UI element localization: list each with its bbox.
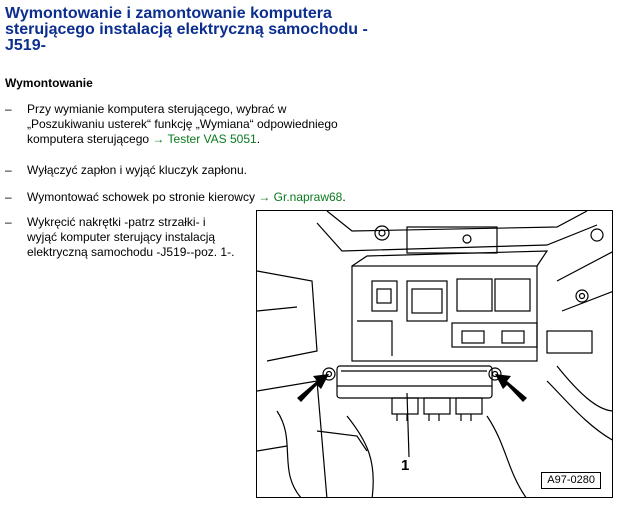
step-text: komputera sterującego — [27, 132, 153, 146]
step-item — [5, 163, 385, 179]
step-dash: – — [5, 163, 12, 177]
step-dash: – — [5, 102, 12, 116]
figure-code-label: A97-0280 — [541, 472, 601, 489]
step-dash: – — [5, 190, 12, 204]
step-text-line: Przy wymianie komputera sterującego, wybrać w — [27, 102, 287, 116]
section-heading: Wymontowanie — [5, 76, 93, 90]
page-title — [5, 6, 385, 54]
step-text-line: Wykręcić nakrętki -patrz strzałki- i — [27, 215, 206, 229]
step-item — [5, 190, 385, 206]
step-item — [5, 102, 385, 148]
title-line-3: J519- — [5, 37, 46, 54]
step-text: . — [342, 190, 346, 204]
callout-number: 1 — [401, 457, 410, 474]
tester-vas-link[interactable]: → Tester VAS 5051 — [152, 132, 257, 146]
title-line-2: sterującego instalacją elektryczną samochodu - — [5, 21, 368, 38]
step-text: Wyłączyć zapłon i wyjąć kluczyk zapłonu. — [27, 163, 247, 177]
illustration-drawing — [257, 211, 613, 498]
step-text-line: wyjąć komputer sterujący instalacją — [27, 230, 216, 244]
step-text: . — [256, 132, 261, 146]
step-text: Wymontować schowek po stronie kierowcy — [27, 190, 259, 204]
step-text-line — [27, 132, 338, 147]
step-item — [5, 215, 255, 261]
gr-napraw-link[interactable]: → Gr.napraw68 — [258, 190, 343, 204]
title-line-1: Wymontowanie i zamontowanie komputera — [5, 5, 332, 22]
step-text-line: „Poszukiwaniu usterek“ funkcję „Wymiana“ odpowiedniego — [27, 117, 338, 131]
component-illustration — [256, 210, 613, 498]
step-text-line: elektryczną samochodu -J519--poz. 1-. — [27, 245, 235, 259]
step-dash: – — [5, 215, 12, 229]
